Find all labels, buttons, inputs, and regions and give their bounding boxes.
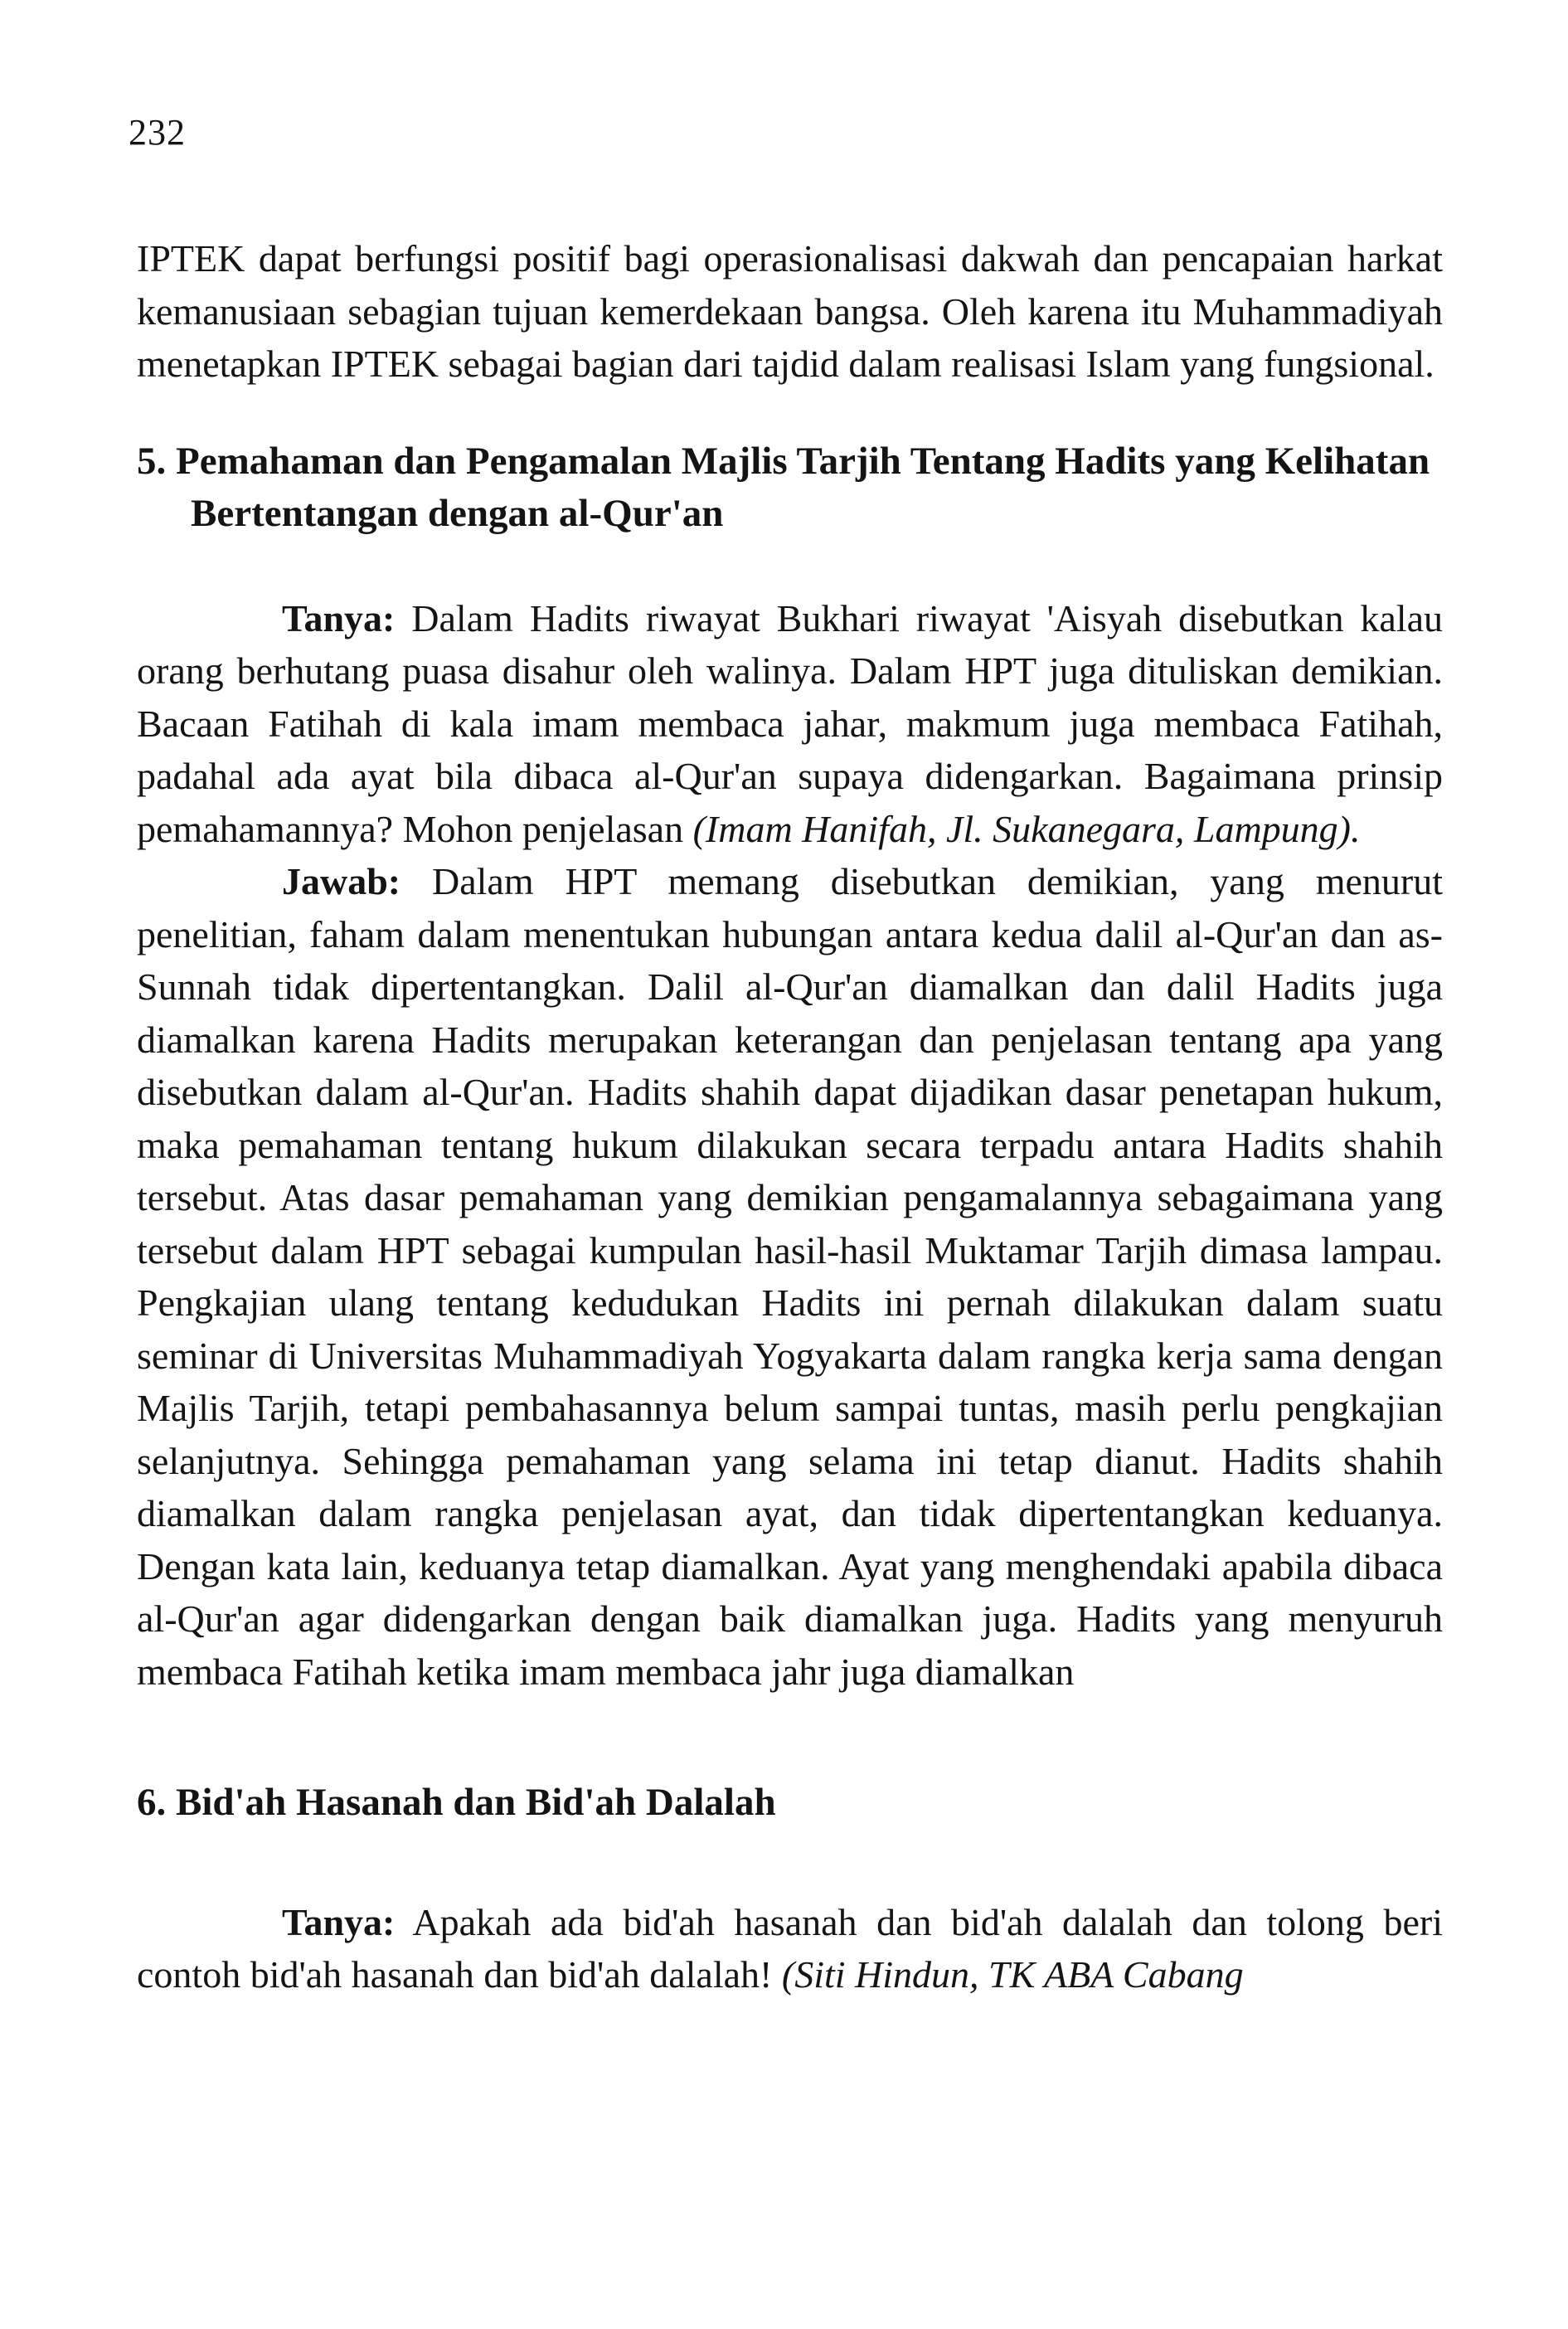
question-text: Dalam Hadits riwayat Bukhari riwayat 'Aisyah disebutkan kalau orang berhutang puasa disahur oleh walinya. Dalam HPT juga dituliskan demikian. Bacaan Fatihah di kala imam membaca jahar, makmum juga membaca Fatihah, padahal ada ayat bila dibaca al-Qur'an supaya didengarkan. Bagaimana prinsip pemahamannya? Mohon penjelasan (137, 596, 1443, 850)
question-label: Tanya: (282, 1900, 396, 1943)
section-5-answer (137, 855, 1443, 1698)
section-6-heading: 6. Bid'ah Hasanah dan Bid'ah Dalalah (137, 1781, 776, 1824)
intro-paragraph: IPTEK dapat berfungsi positif bagi operasionalisasi dakwah dan pencapaian harkat kemanusiaan sebagian tujuan kemerdekaan bangsa. Oleh karena itu Muhammadiyah menetapkan IPTEK sebagai bagian dari tajdid dalam realisasi Islam yang fungsional. (137, 237, 1443, 385)
section-6-question (137, 1896, 1443, 2001)
section-5-heading: 5. Pemahaman dan Pengamalan Majlis Tarjih Tentang Hadits yang Kelihatan Bertentangan dengan al-Qur'an (137, 439, 1430, 535)
answer-label: Jawab: (282, 860, 401, 902)
page-content (137, 232, 1443, 2001)
page-number: 232 (129, 112, 186, 153)
question-source: (Siti Hindun, TK ABA Cabang (781, 1953, 1244, 1996)
answer-text: Dalam HPT memang disebutkan demikian, yang menurut penelitian, faham dalam menentukan hubungan antara kedua dalil al-Qur'an dan as-Sunnah tidak dipertentangkan. Dalil al-Qur'an diamalkan dan dalil Hadits juga diamalkan karena Hadits merupakan keterangan dan penjelasan tentang apa yang disebutkan dalam al-Qur'an. Hadits shahih dapat dijadikan dasar penetapan hukum, maka pemahaman tentang hukum dilakukan secara terpadu antara Hadits shahih tersebut. Atas dasar pemahaman yang demikian pengamalannya sebagaimana yang tersebut dalam HPT sebagai kumpulan hasil-hasil Muktamar Tarjih dimasa lampau. Pengkajian ulang tentang kedudukan Hadits ini pernah dilakukan dalam suatu seminar di Universitas Muhammadiyah Yogyakarta dalam rangka kerja sama dengan Majlis Tarjih, tetapi pembahasannya belum sampai tuntas, masih perlu pengkajian selanjutnya. Sehingga pemahaman yang selama ini tetap dianut. Hadits shahih diamalkan dalam rangka penjelasan ayat, dan tidak dipertentangkan keduanya. Dengan kata lain, keduanya tetap diamalkan. Ayat yang menghendaki apabila dibaca al-Qur'an agar didengarkan dengan baik diamalkan juga. Hadits yang menyuruh membaca Fatihah ketika imam membaca jahr juga diamalkan (137, 860, 1443, 1693)
question-label: Tanya: (282, 596, 396, 639)
question-text: Apakah ada bid'ah hasanah dan bid'ah dalalah dan tolong beri contoh bid'ah hasanah dan bid'ah dalalah! (137, 1900, 1443, 1996)
question-source: (Imam Hanifah, Jl. Sukanegara, Lampung). (692, 807, 1361, 850)
section-5-question (137, 592, 1443, 856)
